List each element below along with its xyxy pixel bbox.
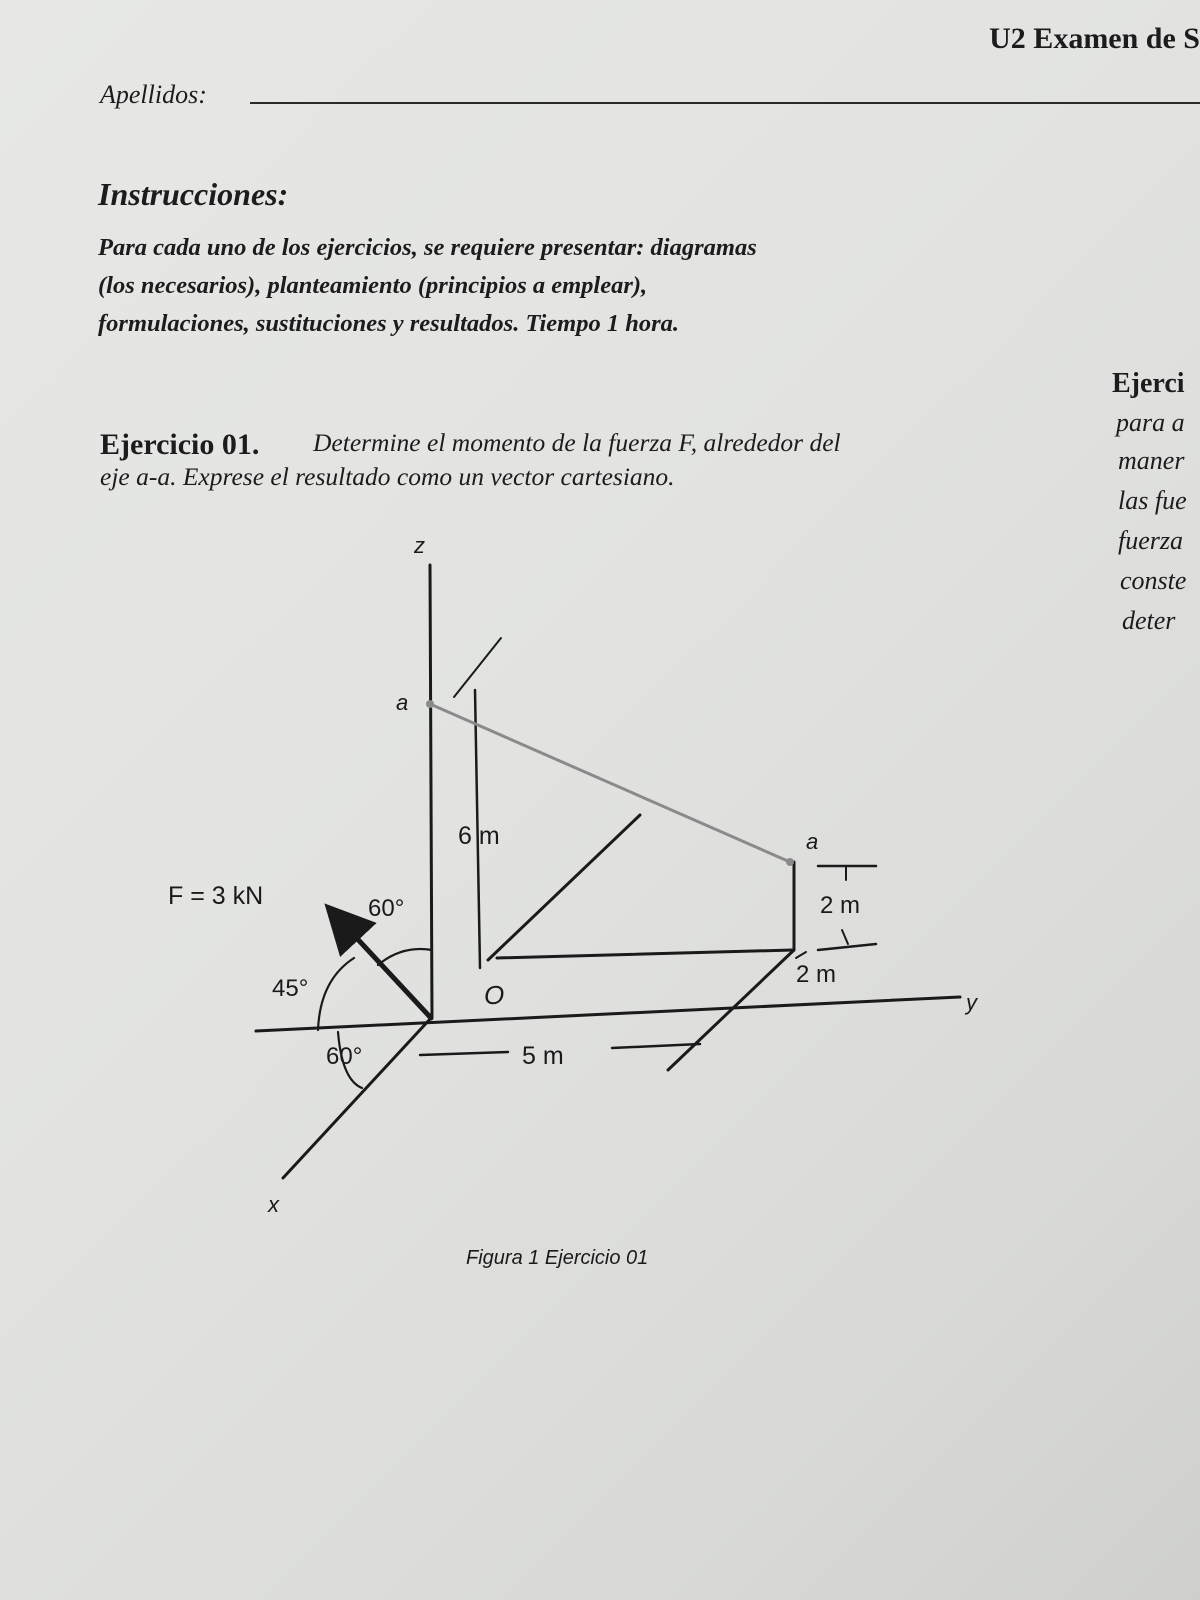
dim-lower-label: 2 m [796, 961, 837, 988]
figure-caption: Figura 1 Ejercicio 01 [466, 1247, 649, 1269]
exercise-label: Ejercicio 01. [100, 428, 260, 461]
instructions-line: formulaciones, sustituciones y resultados. Tiempo 1 hora. [98, 310, 680, 337]
point-a-top [426, 700, 434, 708]
instructions-line: (los necesarios), planteamiento (principios a emplear), [98, 272, 648, 299]
point-a-right [786, 858, 794, 866]
instructions-heading: Instrucciones: [98, 176, 289, 212]
y-axis-line [256, 997, 960, 1031]
angle-arc-45 [318, 958, 354, 1030]
next-exercise-text: conste [1120, 566, 1187, 595]
dim-tick [796, 952, 806, 958]
angle-bottom-label: 60° [326, 1043, 363, 1070]
depth-label: 5 m [522, 1042, 564, 1070]
origin-label: O [484, 980, 505, 1010]
angle-left-label: 45° [272, 975, 309, 1002]
x-axis-label: x [268, 1192, 279, 1217]
origin-diagonal-line [488, 815, 640, 960]
next-exercise-text: deter [1122, 606, 1176, 635]
instructions-line: Para cada uno de los ejercicios, se requiere presentar: diagramas [98, 234, 757, 261]
next-exercise-text: para a [1116, 408, 1185, 437]
height-dimension-tick [454, 638, 501, 697]
x-axis-line [283, 1018, 431, 1178]
next-exercise-text: fuerza [1118, 526, 1183, 555]
y-axis-label: y [966, 990, 977, 1015]
next-exercise-text: las fue [1118, 486, 1187, 515]
angle-top-label: 60° [368, 895, 405, 922]
exercise-statement: eje a-a. Exprese el resultado como un vector cartesiano. [100, 462, 675, 491]
dim-upper-label: 2 m [820, 892, 861, 919]
exam-header-title: U2 Examen de S [989, 22, 1200, 55]
depth-dimension-line [420, 1052, 508, 1055]
point-a-top-label: a [396, 690, 409, 715]
exercise-statement: Determine el momento de la fuerza F, alrededor del [313, 428, 841, 457]
surname-label: Apellidos: [100, 80, 207, 109]
angle-arc-60-top [378, 949, 432, 965]
depth-dimension-line [612, 1044, 700, 1048]
z-axis-label: z [414, 533, 425, 558]
dim-tick [842, 930, 848, 944]
dim-tick [818, 944, 876, 950]
force-vector [338, 918, 431, 1018]
next-exercise-title: Ejerci [1112, 368, 1185, 399]
force-label: F = 3 kN [168, 882, 264, 910]
frame-horizontal-line [497, 950, 793, 958]
height-label: 6 m [458, 822, 500, 850]
point-a-right-label: a [806, 829, 819, 854]
next-exercise-text: maner [1118, 446, 1185, 475]
